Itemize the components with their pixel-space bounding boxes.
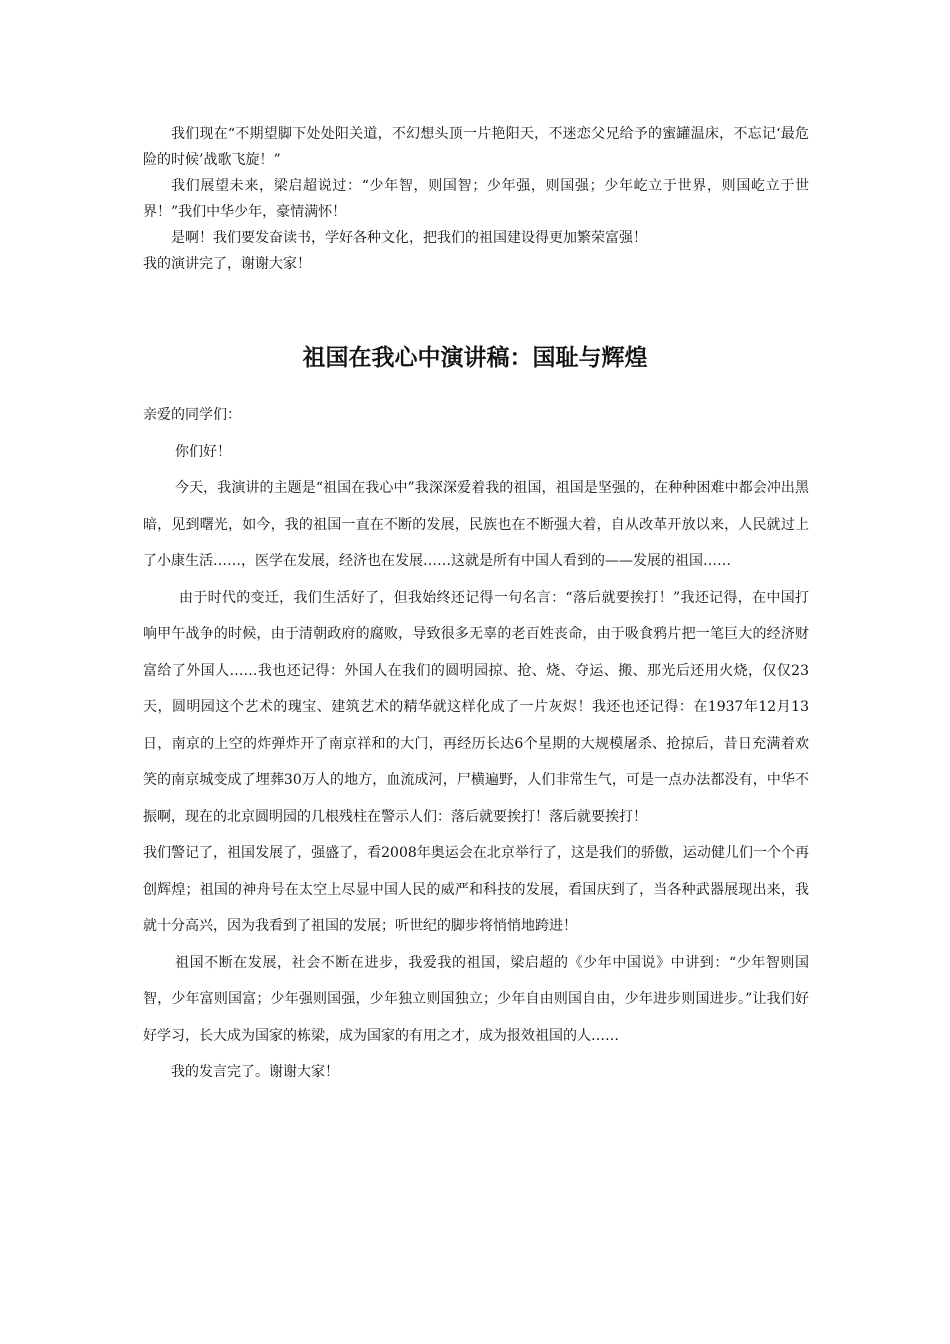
salutation: 亲爱的同学们： xyxy=(143,407,241,423)
closing-line: 我的演讲完了，谢谢大家！ xyxy=(143,256,311,272)
speech-body xyxy=(143,397,809,1091)
greeting: 你们好！ xyxy=(175,443,231,460)
paragraph: 今天，我演讲的主题是“祖国在我心中”我深深爱着我的祖国，祖国是坚强的，在种种困难中都会冲出黑暗，见到曙光，如今，我的祖国一直在不断的发展，民族也在不断强大着，自从改革开放以来，人民就过上了小康生活……，医学在发展，经济也在发展……这就是所有中国人看到的——发展的祖国…… xyxy=(143,480,809,569)
paragraph: 我们展望未来，梁启超说过：“少年智，则国智；少年强，则国强；少年屹立于世界，则国屹立于世界！”我们中华少年，豪情满怀！ xyxy=(143,178,809,220)
previous-speech-ending xyxy=(143,121,809,277)
paragraph: 是啊！我们要发奋读书，学好各种文化，把我们的祖国建设得更加繁荣富强！ xyxy=(171,230,647,246)
paragraph: 我们现在“不期望脚下处处阳关道，不幻想头顶一片艳阳天，不迷恋父兄给予的蜜罐温床，不忘记‘最危险的时候’战歌飞旋！” xyxy=(143,126,809,168)
closing-line: 我的发言完了。谢谢大家！ xyxy=(171,1064,339,1080)
paragraph: 由于时代的变迁，我们生活好了，但我始终还记得一句名言：“落后就要挨打！”我还记得，在中国打响甲午战争的时候，由于清朝政府的腐败，导致很多无辜的老百姓丧命，由于吸食鸦片把一笔巨大的经济财富给了外国人……我也还记得：外国人在我们的圆明园掠、抢、烧、夺运、搬、那光后还用火烧，仅仅23天，圆明园这个艺术的瑰宝、建筑艺术的精华就这样化成了一片灰烬！我还也还记得：在1937年12月13日，南京的上空的炸弹炸开了南京祥和的大门，再经历长达6个星期的大规模屠杀、抢掠后，昔日充满着欢笑的南京城变成了埋葬30万人的地方，血流成河，尸横遍野，人们非常生气，可是一点办法都没有，中华不振啊，现在的北京圆明园的几根残柱在警示人们：落后就要挨打！落后就要挨打！ xyxy=(143,589,809,825)
speech-title: 祖国在我心中演讲稿：国耻与辉煌 xyxy=(302,345,648,371)
paragraph: 祖国不断在发展，社会不断在进步，我爱我的祖国，梁启超的《少年中国说》中讲到：“少年智则国智，少年富则国富；少年强则国强，少年独立则国独立；少年自由则国自由，少年进步则国进步。”让我们好好学习，长大成为国家的栋梁，成为国家的有用之才，成为报效祖国的人…… xyxy=(143,954,809,1044)
paragraph: 我们警记了，祖国发展了，强盛了，看2008年奥运会在北京举行了，这是我们的骄傲，运动健儿们一个个再创辉煌；祖国的神舟号在太空上尽显中国人民的威严和科技的发展，看国庆到了，当各种武器展现出来，我就十分高兴，因为我看到了祖国的发展；听世纪的脚步将悄悄地跨进！ xyxy=(143,845,809,934)
